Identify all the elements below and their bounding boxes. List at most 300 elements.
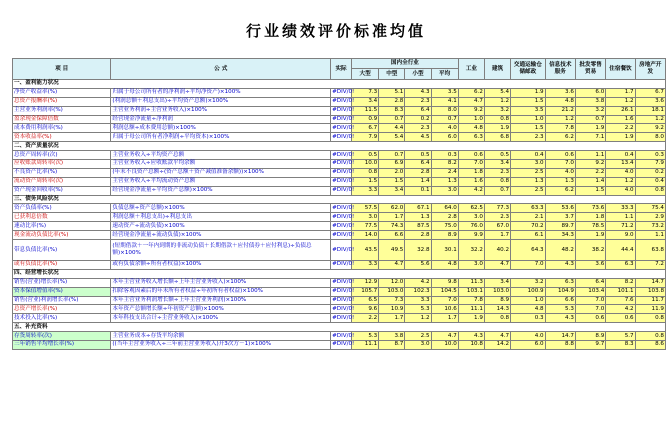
benchmark-value: 0.8 <box>484 314 510 323</box>
benchmark-value: 4.2 <box>458 186 484 195</box>
section-label: 二、资产质量状况 <box>13 142 666 151</box>
benchmark-value: 10.8 <box>458 341 484 350</box>
benchmark-value: 0.4 <box>606 151 635 160</box>
benchmark-value: 0.1 <box>405 186 431 195</box>
benchmark-value: 1.9 <box>575 231 605 240</box>
indicator-name: 总资产增长率(%) <box>13 305 111 314</box>
indicator-name: 资本收益率(%) <box>13 133 111 142</box>
benchmark-value: 2.2 <box>575 168 605 177</box>
benchmark-value: 4.3 <box>545 261 575 270</box>
benchmark-value: 12.0 <box>379 278 405 287</box>
benchmark-value: 101.1 <box>606 287 635 296</box>
benchmark-value: 4.0 <box>545 168 575 177</box>
benchmark-value: 3.0 <box>458 213 484 222</box>
benchmark-value: 1.5 <box>511 97 546 106</box>
benchmark-value: 2.3 <box>484 213 510 222</box>
benchmark-value: 6.6 <box>379 231 405 240</box>
benchmark-value: 3.3 <box>405 296 431 305</box>
actual-value[interactable]: #DIV/0! <box>332 314 355 321</box>
benchmark-value: 1.0 <box>458 115 484 124</box>
benchmark-value: 4.8 <box>431 261 458 270</box>
actual-value[interactable]: #DIV/0! <box>332 213 355 220</box>
benchmark-value: 1.3 <box>431 177 458 186</box>
indicator-formula: (短期借款＋一年内到期的非流动负债＋长期借款＋应付债券＋应付利息)÷负债总额)×100% <box>111 240 331 261</box>
actual-value[interactable]: #DIV/0! <box>332 261 355 268</box>
benchmark-value: 1.7 <box>431 314 458 323</box>
benchmark-value: 0.8 <box>635 186 665 195</box>
benchmark-value: 6.0 <box>575 88 605 97</box>
benchmark-value: 3.6 <box>635 97 665 106</box>
benchmark-value: 1.6 <box>606 115 635 124</box>
actual-value[interactable]: #DIV/0! <box>332 187 355 194</box>
benchmark-value: 3.6 <box>575 261 605 270</box>
benchmark-value: 7.0 <box>511 261 546 270</box>
benchmark-value: 2.8 <box>405 231 431 240</box>
benchmark-value: 4.8 <box>545 97 575 106</box>
benchmark-value: 53.6 <box>545 204 575 213</box>
benchmark-value: 1.2 <box>606 97 635 106</box>
indicator-name: 盈余现金保障倍数 <box>13 115 111 124</box>
benchmark-value: 3.2 <box>511 278 546 287</box>
benchmark-value: 1.7 <box>379 213 405 222</box>
benchmark-value: 4.1 <box>431 97 458 106</box>
benchmark-value: 11.3 <box>458 278 484 287</box>
table-body <box>13 80 666 350</box>
benchmark-value: 8.9 <box>431 231 458 240</box>
benchmark-value: 6.0 <box>511 341 546 350</box>
actual-value[interactable]: #DIV/0! <box>332 305 355 312</box>
benchmark-value: 0.9 <box>352 115 379 124</box>
benchmark-value: 0.2 <box>405 115 431 124</box>
actual-value[interactable]: #DIV/0! <box>332 341 355 348</box>
section-row <box>13 142 666 151</box>
benchmark-value: 7.8 <box>545 124 575 133</box>
benchmark-value: 4.7 <box>431 332 458 341</box>
benchmark-value: 73.2 <box>635 222 665 231</box>
section-label: 一、盈利能力状况 <box>13 80 666 89</box>
benchmark-value: 6.4 <box>405 106 431 115</box>
table-row <box>13 305 666 314</box>
benchmark-value: 2.4 <box>431 168 458 177</box>
benchmark-value: 38.2 <box>575 240 605 261</box>
header-medium: 中型 <box>379 69 405 80</box>
benchmark-value: 8.6 <box>635 341 665 350</box>
benchmark-value: 4.7 <box>484 332 510 341</box>
benchmark-value: 4.0 <box>606 168 635 177</box>
benchmark-value: 26.1 <box>606 106 635 115</box>
benchmark-value: 0.3 <box>431 151 458 160</box>
actual-value[interactable]: #DIV/0! <box>332 332 355 339</box>
benchmark-value: 11.5 <box>352 106 379 115</box>
benchmark-value: 63.3 <box>511 204 546 213</box>
benchmark-value: 87.5 <box>405 222 431 231</box>
benchmark-value: 9.7 <box>575 341 605 350</box>
benchmark-value: 0.2 <box>635 168 665 177</box>
header-average: 平均 <box>431 69 458 80</box>
benchmark-value: 8.8 <box>545 341 575 350</box>
benchmark-value: 5.7 <box>606 332 635 341</box>
benchmark-value: 0.7 <box>379 115 405 124</box>
header-retail: 批发零售贸易 <box>575 59 605 80</box>
benchmark-value: 4.0 <box>431 124 458 133</box>
benchmark-value: 75.4 <box>635 204 665 213</box>
benchmark-value: 8.3 <box>379 106 405 115</box>
indicator-name: 流动资产周转率(次) <box>13 177 111 186</box>
benchmark-value: 77.5 <box>352 222 379 231</box>
benchmark-value: 7.1 <box>575 133 605 142</box>
benchmark-value: 0.8 <box>484 115 510 124</box>
benchmark-value: 5.6 <box>405 261 431 270</box>
indicator-name: 三年销售平均增长率(%) <box>13 341 111 350</box>
benchmark-value: 105.7 <box>352 287 379 296</box>
section-label: 五、补充资料 <box>13 323 666 332</box>
benchmark-value: 1.7 <box>606 88 635 97</box>
actual-value[interactable]: #DIV/0! <box>332 231 355 238</box>
header-hotel: 住宿餐饮 <box>606 59 635 80</box>
benchmark-value: 7.3 <box>352 88 379 97</box>
indicator-name: 或有负债比率(%) <box>13 261 111 270</box>
indicator-name: 技术投入比率(%) <box>13 314 111 323</box>
benchmark-value: 14.7 <box>545 332 575 341</box>
benchmark-value: 64.3 <box>511 240 546 261</box>
benchmark-value: 11.1 <box>458 305 484 314</box>
benchmark-value: 8.0 <box>431 106 458 115</box>
benchmark-value: 74.3 <box>379 222 405 231</box>
benchmark-value: 75.0 <box>431 222 458 231</box>
actual-value[interactable]: #DIV/0! <box>332 169 355 176</box>
actual-value[interactable]: #DIV/0! <box>332 178 355 185</box>
benchmark-value: 1.9 <box>606 133 635 142</box>
benchmark-value: 12.9 <box>352 278 379 287</box>
table-row <box>13 213 666 222</box>
table-row <box>13 332 666 341</box>
table-row <box>13 106 666 115</box>
benchmark-value: 6.4 <box>575 278 605 287</box>
benchmark-value: 1.3 <box>545 177 575 186</box>
actual-value[interactable]: #DIV/0! <box>332 124 355 131</box>
header-item: 项 目 <box>13 59 111 80</box>
table-row <box>13 97 666 106</box>
benchmark-value: 3.0 <box>511 160 546 169</box>
benchmark-value: 5.1 <box>379 88 405 97</box>
benchmark-value: 4.7 <box>379 261 405 270</box>
table-row <box>13 278 666 287</box>
indicator-name: 总资产报酬率(%) <box>13 97 111 106</box>
header-industry: 工业 <box>458 59 484 80</box>
benchmark-value: 2.3 <box>511 133 546 142</box>
benchmark-value: 7.0 <box>575 296 605 305</box>
benchmark-value: 0.6 <box>545 151 575 160</box>
benchmark-value: 2.1 <box>511 213 546 222</box>
benchmark-value: 2.3 <box>405 124 431 133</box>
table-row <box>13 261 666 270</box>
actual-value[interactable]: #DIV/0! <box>332 288 355 295</box>
benchmark-value: 103.0 <box>379 287 405 296</box>
actual-value[interactable]: #DIV/0! <box>332 133 355 140</box>
benchmark-value: 1.1 <box>575 151 605 160</box>
benchmark-value: 4.0 <box>511 332 546 341</box>
indicator-formula: 扣除客观因素后的年末所有者权益÷年初所有者权益)×100% <box>111 287 331 296</box>
benchmark-value: 1.2 <box>484 97 510 106</box>
benchmark-value: 102.3 <box>405 287 431 296</box>
benchmark-value: 3.8 <box>575 97 605 106</box>
indicator-formula: 本年主营业务收入增长额÷上年主营业务收入)×100% <box>111 278 331 287</box>
indicator-formula: 速动资产÷流动负债)×100% <box>111 222 331 231</box>
benchmark-value: 4.0 <box>606 186 635 195</box>
indicator-formula: 本年资产总额增长额÷年初资产总额)×100% <box>111 305 331 314</box>
benchmark-value: 6.1 <box>511 231 546 240</box>
benchmark-value: 62.0 <box>379 204 405 213</box>
table-row <box>13 341 666 350</box>
header-large: 大型 <box>352 69 379 80</box>
benchmark-value: 3.5 <box>431 88 458 97</box>
benchmark-value: 1.2 <box>405 314 431 323</box>
actual-value[interactable]: #DIV/0! <box>331 240 352 261</box>
performance-table <box>12 58 666 350</box>
table-row <box>13 240 666 261</box>
benchmark-value: 0.5 <box>484 151 510 160</box>
benchmark-value: 104.5 <box>431 287 458 296</box>
benchmark-value: 2.5 <box>511 186 546 195</box>
benchmark-value: 1.3 <box>405 213 431 222</box>
benchmark-value: 7.6 <box>606 296 635 305</box>
benchmark-value: 6.3 <box>545 278 575 287</box>
actual-value[interactable]: #DIV/0! <box>332 222 355 229</box>
benchmark-value: 0.8 <box>484 177 510 186</box>
indicator-name: 主营业务利润率(%) <box>13 106 111 115</box>
header-realestate: 房地产开发 <box>635 59 665 80</box>
page-title: 行业绩效评价标准均值 <box>245 22 426 40</box>
benchmark-value: 0.5 <box>405 151 431 160</box>
benchmark-value: 8.0 <box>635 133 665 142</box>
indicator-formula: 本年主营业务利润增长额÷上年主营业务利润)×100% <box>111 296 331 305</box>
benchmark-value: 4.5 <box>405 133 431 142</box>
benchmark-value: 3.2 <box>575 106 605 115</box>
section-label: 四、经营增长状况 <box>13 269 666 278</box>
benchmark-value: 7.3 <box>379 296 405 305</box>
benchmark-value: 2.0 <box>379 168 405 177</box>
benchmark-value: 103.8 <box>635 287 665 296</box>
benchmark-value: 0.8 <box>352 168 379 177</box>
actual-value[interactable]: #DIV/0! <box>332 297 355 304</box>
benchmark-value: 2.8 <box>379 97 405 106</box>
benchmark-value: 3.4 <box>484 278 510 287</box>
benchmark-value: 1.9 <box>458 314 484 323</box>
benchmark-value: 0.6 <box>575 314 605 323</box>
benchmark-value: 3.0 <box>405 341 431 350</box>
indicator-name: 资产负债率(%) <box>13 204 111 213</box>
table-row <box>13 133 666 142</box>
benchmark-value: 2.8 <box>405 168 431 177</box>
indicator-name: 现金流动负债比率(%) <box>13 231 111 240</box>
benchmark-value: 3.7 <box>545 213 575 222</box>
indicator-name: 存货周转率(次) <box>13 332 111 341</box>
indicator-formula: 主营业务成本÷存货平均余额 <box>111 332 331 341</box>
benchmark-value: 1.9 <box>484 124 510 133</box>
benchmark-value: 1.9 <box>511 88 546 97</box>
indicator-name: 带息负债比率(%) <box>13 240 111 261</box>
benchmark-value: 89.7 <box>545 222 575 231</box>
benchmark-value: 6.3 <box>606 261 635 270</box>
benchmark-value: 8.7 <box>379 341 405 350</box>
indicator-formula: 主营业务收入÷平均流动资产总额 <box>111 177 331 186</box>
benchmark-value: 18.1 <box>635 106 665 115</box>
section-row <box>13 269 666 278</box>
indicator-name: 总资产周转率(次) <box>13 151 111 160</box>
indicator-name: 不良资产比率(%) <box>13 168 111 177</box>
benchmark-value: 2.3 <box>405 97 431 106</box>
table-row <box>13 115 666 124</box>
indicator-name: 资本保值增值率(%) <box>13 287 111 296</box>
indicator-name: 已获利息倍数 <box>13 213 111 222</box>
table-row <box>13 231 666 240</box>
indicator-name: 成本费用利润率(%) <box>13 124 111 133</box>
benchmark-value: 7.0 <box>431 296 458 305</box>
benchmark-value: 9.2 <box>635 124 665 133</box>
benchmark-value: 1.0 <box>511 115 546 124</box>
benchmark-value: 49.5 <box>379 240 405 261</box>
actual-value[interactable]: #DIV/0! <box>332 279 355 286</box>
benchmark-value: 3.3 <box>352 186 379 195</box>
benchmark-value: 0.6 <box>606 314 635 323</box>
benchmark-value: 1.8 <box>575 213 605 222</box>
indicator-formula: (利润总额＋利息支出)÷平均资产总额)×100% <box>111 97 331 106</box>
benchmark-value: 4.3 <box>458 332 484 341</box>
indicator-formula: 或有负债余额÷所有者权益)×100% <box>111 261 331 270</box>
benchmark-value: 4.3 <box>545 314 575 323</box>
benchmark-value: 6.6 <box>545 296 575 305</box>
benchmark-value: 1.2 <box>545 115 575 124</box>
benchmark-value: 3.4 <box>484 160 510 169</box>
benchmark-value: 3.8 <box>379 332 405 341</box>
benchmark-value: 6.2 <box>458 88 484 97</box>
indicator-formula: ((当年主营业务收入÷三年前主营业务收入)开3次方－1)×100% <box>111 341 331 350</box>
benchmark-value: 6.9 <box>379 160 405 169</box>
benchmark-value: 0.6 <box>458 151 484 160</box>
benchmark-value: 57.5 <box>352 204 379 213</box>
header-construction: 建筑 <box>484 59 510 80</box>
benchmark-value: 63.8 <box>635 240 665 261</box>
table-row <box>13 88 666 97</box>
table-row <box>13 222 666 231</box>
actual-value[interactable]: #DIV/0! <box>332 89 355 96</box>
actual-value[interactable]: #DIV/0! <box>332 107 355 114</box>
benchmark-value: 0.8 <box>635 332 665 341</box>
indicator-formula: 归属于母公司所有者的净利润÷平均净资产)×100% <box>111 88 331 97</box>
table-row <box>13 168 666 177</box>
section-row <box>13 195 666 204</box>
indicator-formula: 负债总额÷资产总额)×100% <box>111 204 331 213</box>
table-row <box>13 314 666 323</box>
benchmark-value: 5.3 <box>545 305 575 314</box>
benchmark-value: 64.0 <box>431 204 458 213</box>
benchmark-value: 8.2 <box>606 278 635 287</box>
benchmark-value: 3.0 <box>352 213 379 222</box>
benchmark-value: 14.0 <box>352 231 379 240</box>
indicator-name: 销售(营业)增长率(%) <box>13 278 111 287</box>
indicator-formula: 本年科技支出合计÷主营业务收入)×100% <box>111 314 331 323</box>
indicator-formula: 经营现金净流量÷净利润 <box>111 115 331 124</box>
benchmark-value: 1.5 <box>352 177 379 186</box>
benchmark-value: 4.4 <box>379 124 405 133</box>
benchmark-value: 2.2 <box>606 124 635 133</box>
benchmark-value: 33.3 <box>606 204 635 213</box>
benchmark-value: 67.1 <box>405 204 431 213</box>
benchmark-value: 7.9 <box>635 160 665 169</box>
benchmark-value: 103.0 <box>484 287 510 296</box>
benchmark-value: 11.7 <box>635 296 665 305</box>
benchmark-value: 10.0 <box>352 160 379 169</box>
benchmark-value: 9.6 <box>352 305 379 314</box>
benchmark-value: 0.3 <box>511 314 546 323</box>
indicator-name: 净资产收益率(%) <box>13 88 111 97</box>
indicator-formula: 主营业务利润÷主营业务收入)×100% <box>111 106 331 115</box>
indicator-formula: (年末不良资产总额÷(资产总额＋资产减值准备余额))×100% <box>111 168 331 177</box>
benchmark-value: 7.2 <box>635 261 665 270</box>
benchmark-value: 3.0 <box>458 261 484 270</box>
benchmark-value: 7.9 <box>352 133 379 142</box>
benchmark-value: 14.3 <box>484 305 510 314</box>
benchmark-value: 32.2 <box>458 240 484 261</box>
benchmark-value: 3.3 <box>352 261 379 270</box>
actual-value[interactable]: #DIV/0! <box>332 151 355 158</box>
benchmark-value: 43.5 <box>352 240 379 261</box>
benchmark-value: 0.8 <box>635 314 665 323</box>
benchmark-value: 2.3 <box>484 168 510 177</box>
table-row <box>13 204 666 213</box>
benchmark-value: 9.2 <box>575 160 605 169</box>
benchmark-value: 44.4 <box>606 240 635 261</box>
actual-value[interactable]: #DIV/0! <box>332 160 355 167</box>
benchmark-value: 76.0 <box>458 222 484 231</box>
table-row <box>13 124 666 133</box>
benchmark-value: 10.0 <box>431 341 458 350</box>
indicator-formula: 利润总额÷成本费用总额)×100% <box>111 124 331 133</box>
indicator-formula: 主营业务收入÷平均资产总额 <box>111 151 331 160</box>
table-row <box>13 177 666 186</box>
actual-value[interactable]: #DIV/0! <box>332 204 355 211</box>
benchmark-value: 1.5 <box>575 186 605 195</box>
benchmark-value: 1.5 <box>379 177 405 186</box>
header-national: 国内全行业 <box>352 59 459 69</box>
benchmark-value: 0.7 <box>379 151 405 160</box>
benchmark-value: 1.7 <box>379 314 405 323</box>
benchmark-value: 8.9 <box>575 332 605 341</box>
benchmark-value: 11.9 <box>635 305 665 314</box>
benchmark-value: 7.0 <box>575 305 605 314</box>
benchmark-value: 6.2 <box>545 186 575 195</box>
benchmark-value: 1.6 <box>458 177 484 186</box>
header-it: 信息技术服务 <box>545 59 575 80</box>
actual-value[interactable]: #DIV/0! <box>332 98 355 105</box>
benchmark-value: 5.3 <box>405 305 431 314</box>
indicator-formula: 主营业务收入÷应收账款平均余额 <box>111 160 331 169</box>
benchmark-value: 0.7 <box>575 115 605 124</box>
section-label: 三、债务风险状况 <box>13 195 666 204</box>
benchmark-value: 5.3 <box>352 332 379 341</box>
indicator-name: 应收账款周转率(次) <box>13 160 111 169</box>
header-small: 小型 <box>405 69 431 80</box>
actual-value[interactable]: #DIV/0! <box>332 116 355 122</box>
benchmark-value: 6.7 <box>352 124 379 133</box>
benchmark-value: 8.9 <box>484 296 510 305</box>
benchmark-value: 6.2 <box>545 133 575 142</box>
benchmark-value: 71.2 <box>606 222 635 231</box>
benchmark-value: 2.2 <box>352 314 379 323</box>
benchmark-value: 1.1 <box>606 213 635 222</box>
benchmark-value: 30.1 <box>431 240 458 261</box>
benchmark-value: 9.2 <box>458 106 484 115</box>
